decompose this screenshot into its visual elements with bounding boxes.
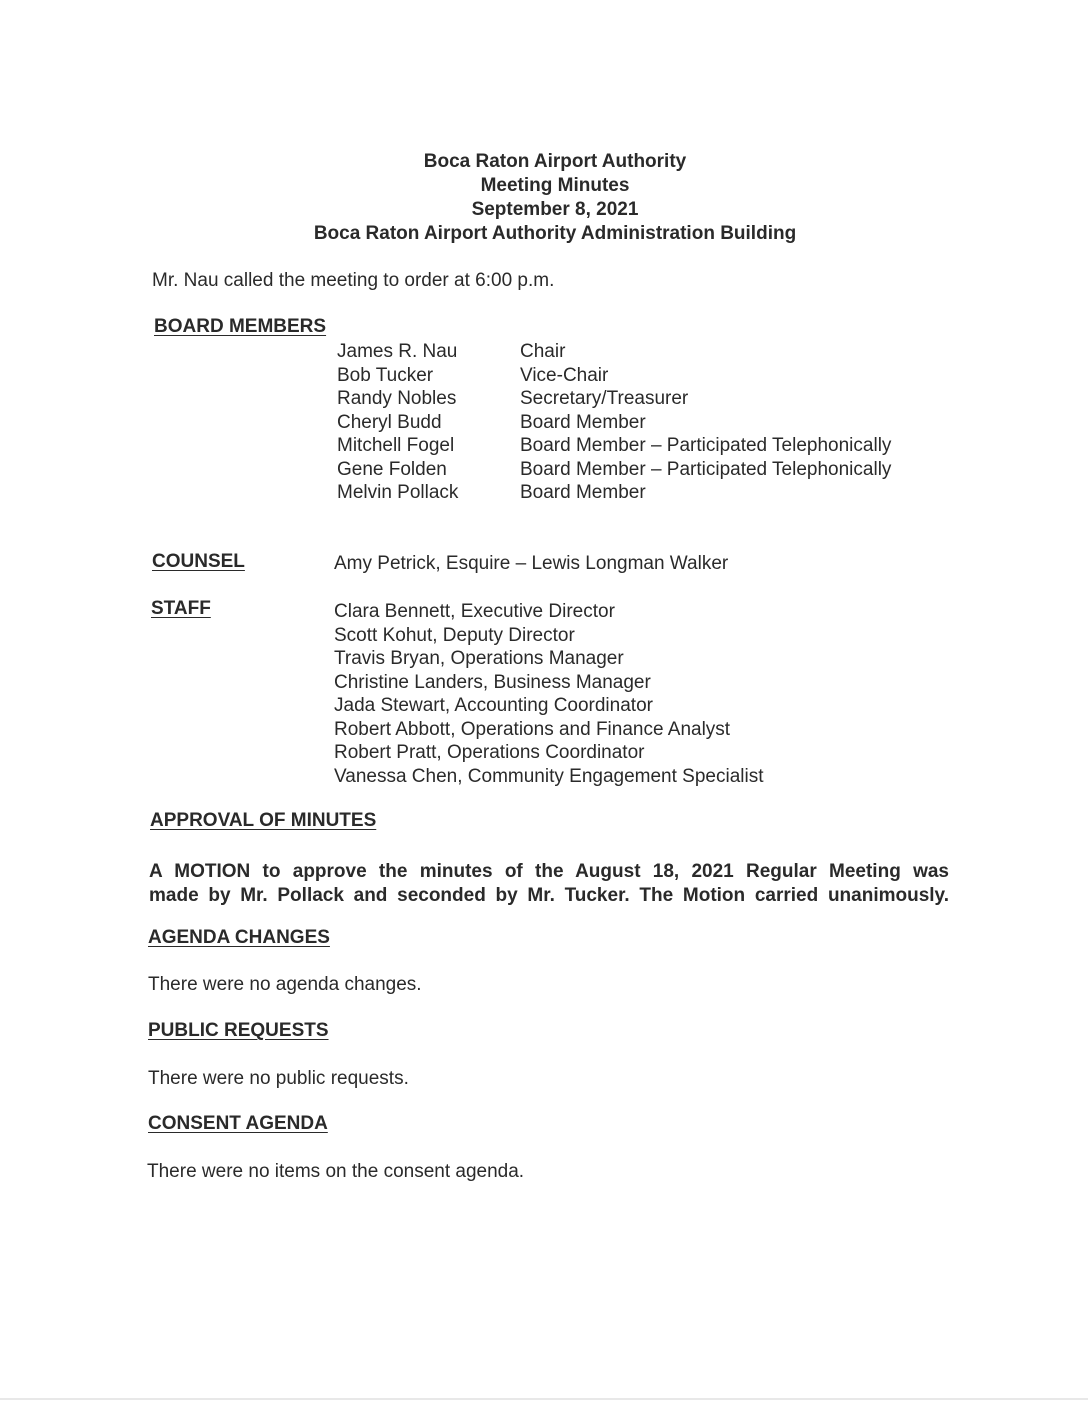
counsel-text: Amy Petrick, Esquire – Lewis Longman Walker (334, 553, 729, 574)
member-role: Board Member – Participated Telephonically (520, 435, 892, 456)
member-role: Secretary/Treasurer (520, 388, 689, 409)
board-members-list (337, 340, 891, 505)
board-member-row (337, 387, 891, 411)
member-name: Mitchell Fogel (337, 435, 455, 456)
board-member-row (337, 481, 891, 505)
member-name: Cheryl Budd (337, 411, 442, 433)
board-member-row (337, 364, 891, 388)
motion-line: made by Mr. Pollack and seconded by Mr. Tucker. The Motion carried unanimously. (149, 885, 949, 906)
page-edge-shadow (0, 1398, 1088, 1400)
member-role: Vice-Chair (520, 364, 609, 386)
consent-agenda-heading: CONSENT AGENDA (148, 1113, 328, 1134)
board-member-row (337, 411, 891, 435)
counsel-heading: COUNSEL (152, 551, 245, 572)
document-header (0, 150, 1088, 246)
meeting-date: September 8, 2021 (471, 199, 639, 220)
board-members-heading: BOARD MEMBERS (154, 316, 327, 337)
call-to-order-text: Mr. Nau called the meeting to order at 6:00 p.m. (152, 270, 555, 291)
approval-of-minutes-heading: APPROVAL OF MINUTES (150, 810, 377, 831)
board-member-row (337, 458, 891, 482)
member-name: James R. Nau (337, 341, 458, 362)
member-name: Bob Tucker (337, 364, 434, 386)
public-requests-heading: PUBLIC REQUESTS (148, 1020, 329, 1041)
staff-list (334, 600, 764, 788)
consent-agenda-text: There were no items on the consent agenda. (147, 1161, 525, 1182)
staff-member: Clara Bennett, Executive Director (334, 601, 615, 622)
staff-member: Jada Stewart, Accounting Coordinator (334, 695, 653, 716)
document-type: Meeting Minutes (480, 175, 630, 196)
agenda-changes-text: There were no agenda changes. (148, 974, 422, 995)
board-member-row (337, 340, 891, 364)
member-name: Gene Folden (337, 458, 447, 480)
meeting-location: Boca Raton Airport Authority Administration Building (313, 223, 797, 244)
staff-member: Vanessa Chen, Community Engagement Specialist (334, 765, 764, 787)
motion-line: A MOTION to approve the minutes of the August 18, 2021 Regular Meeting was (149, 861, 949, 882)
public-requests-text: There were no public requests. (148, 1068, 409, 1089)
board-member-row (337, 434, 891, 458)
member-role: Chair (520, 341, 566, 362)
agenda-changes-heading: AGENDA CHANGES (148, 927, 330, 948)
org-name: Boca Raton Airport Authority (423, 151, 687, 172)
member-role: Board Member (520, 482, 646, 503)
staff-member: Travis Bryan, Operations Manager (334, 648, 624, 669)
approval-motion-text (149, 860, 949, 908)
member-name: Melvin Pollack (337, 482, 459, 503)
staff-member: Christine Landers, Business Manager (334, 671, 651, 693)
staff-member: Robert Pratt, Operations Coordinator (334, 742, 645, 763)
staff-member: Scott Kohut, Deputy Director (334, 624, 575, 646)
staff-heading: STAFF (151, 598, 211, 619)
staff-member: Robert Abbott, Operations and Finance Analyst (334, 718, 731, 740)
member-role: Board Member – Participated Telephonically (520, 458, 892, 480)
member-name: Randy Nobles (337, 388, 457, 409)
member-role: Board Member (520, 411, 646, 433)
